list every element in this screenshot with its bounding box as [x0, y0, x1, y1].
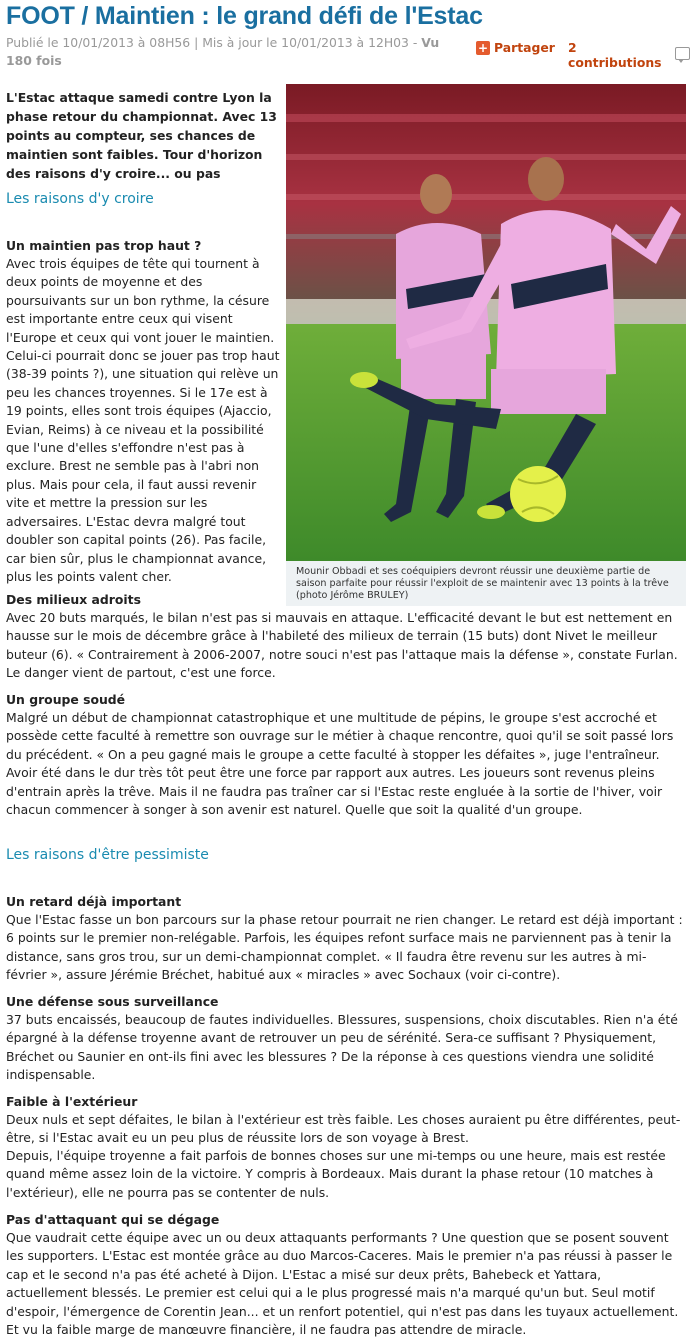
view-count: Vu 180 fois — [6, 35, 440, 68]
photo-box — [286, 84, 686, 606]
subheading-attaquant: Pas d'attaquant qui se dégage — [6, 1212, 220, 1227]
article-title: FOOT / Maintien : le grand défi de l'Estac — [6, 2, 483, 30]
subheading-exterieur: Faible à l'extérieur — [6, 1094, 138, 1109]
paragraph-maintien: Avec trois équipes de tête qui tournent à deux points de moyenne et des poursuivants sur un bon rythme, la césure est importante entre ceux qui visent l'Europe et ceux qui vont jouer le maintien. Celui-ci pourrait donc se jouer pas trop haut (38-39 points ?), une situation qui relève un peu les chances troyennes. Si le 17e est à 19 points, elles sont trois équipes (Ajaccio, Evian, Reims) à ce niveau et la possibilité que l'une d'elles s'effondre n'est pas à exclure. Brest ne semble pas à l'abri non plus. Mais pour cela, il faut aussi revenir vite et mettre la pression sur les adversaires. L'Estac devra malgré tout doubler son capital points (26). Pas facile, car bien sûr, plus le championnat avance, plus les points valent cher. — [6, 256, 280, 584]
subheading-groupe: Un groupe soudé — [6, 692, 126, 707]
paragraph-exterieur-1: Deux nuls et sept défaites, le bilan à l'extérieur est très faible. Les choses auraient pu être différentes, peut-être, si l'Estac avait eu un peu plus de réussite lors de son voyage à Brest. — [6, 1112, 681, 1146]
subheading-retard: Un retard déjà important — [6, 894, 182, 909]
section-heading-reasons-to-be-pessimistic: Les raisons d'être pessimiste — [6, 847, 209, 863]
paragraph-attaquant: Que vaudrait cette équipe avec un ou deux attaquants performants ? Une question que se posent souvent les supporters. L'Estac est montée grâce au duo Marcos-Caceres. Mais le premier n'a pas réussi à passer le cap et le second n'a pas été acheté à Dijon. L'Estac a misé sur deux prêts, Bahebeck et Yattara, actuellement blessés. Le premier est celui qui a le plus progressé mais n'a marqué qu'un but. Seul motif d'espoir, l'émergence de Corentin Jean... et un renfort potentiel, qui n'est pas dans les tuyaux actuellement. Et vu la faible marge de manœuvre financière, il ne faudra pas attendre de miracle. — [6, 1230, 679, 1338]
subheading-defense: Une défense sous surveillance — [6, 994, 219, 1009]
contributions-link[interactable] — [568, 40, 690, 70]
contributions-label: 2 contributions — [568, 40, 662, 70]
article-meta — [6, 34, 451, 70]
share-button[interactable] — [476, 40, 555, 55]
comment-bubble-icon — [675, 47, 690, 60]
paragraph-milieux: Avec 20 buts marqués, le bilan n'est pas si mauvais en attaque. L'efficacité devant le but est nettement en hausse sur le mois de décembre grâce à l'habileté des milieux de terrain (15 buts) dont Nivet le meilleur buteur (6). « Contrairement à 2006-2007, notre souci n'est pas l'attaque mais la défense », constate Furlan. Le danger vient de partout, c'est une force. — [6, 610, 678, 681]
subheading-milieux: Des milieux adroits — [6, 592, 141, 607]
paragraph-groupe: Malgré un début de championnat catastrophique et une multitude de pépins, le groupe s'est accroché et possède cette faculté à remettre son ouvrage sur le métier à chaque rencontre, quoi qu'il se soit passé lors du précédent. « On a peu gagné mais le groupe a cette faculté à stopper les défaites », juge l'entraîneur. Avoir été dans le dur très tôt peut être une force par rapport aux autres. Les joueurs sont revenus pleins d'entrain après la trêve. Mais il ne faudra pas traîner car si l'Estac reste engluée à la sortie de l'hiver, voir chacun commencer à songer à son avenir est naturel. Quelle que soit la qualité d'un groupe. — [6, 710, 674, 818]
section-heading-reasons-to-believe: Les raisons d'y croire — [6, 191, 154, 207]
paragraph-retard: Que l'Estac fasse un bon parcours sur la phase retour pourrait ne rien changer. Le retard est déjà important : 6 points sur le premier non-relégable. Parfois, les équipes refont surface mais ne parviennent pas à tenir la distance, sans gros trou, sur un demi-championnat complet. « Il faudra être revenu sur les autres à mi-février », assure Jérémie Bréchet, habitué aux « miracles » avec Sochaux (voir ci-contre). — [6, 912, 683, 983]
paragraph-defense: 37 buts encaissés, beaucoup de fautes individuelles. Blessures, suspensions, choix discutables. Rien n'a été épargné à la défense troyenne avant de retrouver un peu de sérénité. Sera-ce suffisant ? Physiquement, Bréchet ou Saunier en ont-ils fini avec les blessures ? De la réponse à ces questions viendra une solidité indispensable. — [6, 1012, 678, 1083]
football-photo[interactable] — [286, 84, 686, 561]
plus-icon: + — [477, 40, 489, 55]
article-lead: L'Estac attaque samedi contre Lyon la phase retour du championnat. Avec 13 points au compteur, ses chances de maintien sont faibles. Tour d'horizon des raisons d'y croire... ou pas — [6, 90, 277, 181]
photo-caption: Mounir Obbadi et ses coéquipiers devront réussir une deuxième partie de saison parfaite pour réussir l'exploit de se maintenir avec 13 points à la trêve (photo Jérôme BRULEY) — [296, 566, 669, 601]
paragraph-exterieur-2: Depuis, l'équipe troyenne a fait parfois de bonnes choses sur une mi-temps ou une heure, mais est restée quand même assez loin de la victoire. Y compris à Bordeaux. Mais durant la phase retour (10 matches à l'extérieur), elle ne pourra pas se contenter de nuls. — [6, 1148, 666, 1200]
subheading-maintien: Un maintien pas trop haut ? — [6, 238, 202, 253]
publish-dates: Publié le 10/01/2013 à 08H56 | Mis à jour le 10/01/2013 à 12H03 - — [6, 35, 422, 50]
share-label: Partager — [494, 40, 555, 55]
